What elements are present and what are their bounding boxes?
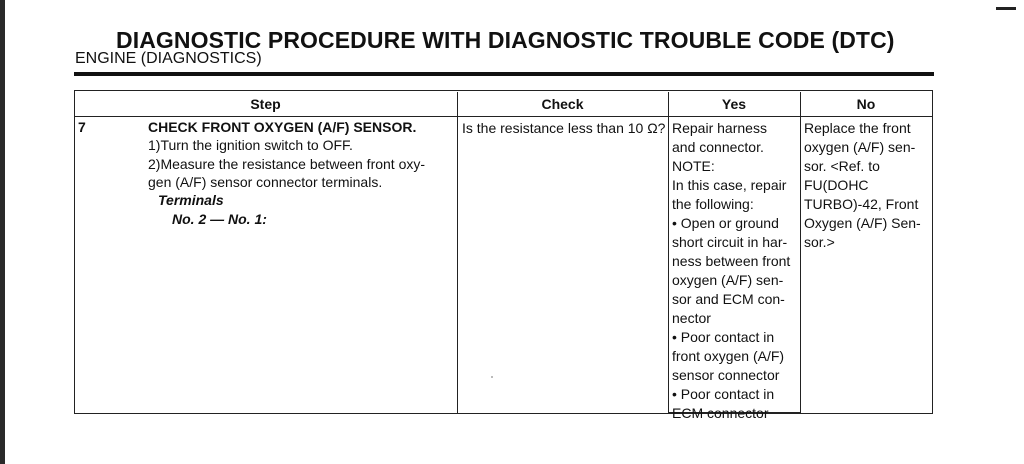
column-header-no: No bbox=[856, 96, 876, 112]
step-number: 7 bbox=[78, 119, 86, 135]
column-divider bbox=[457, 92, 458, 414]
column-divider bbox=[932, 92, 933, 414]
no-cell: Replace the front oxygen (A/F) sen- sor. <Ref. to FU(DOHC TURBO)-42, Front Oxygen (A/F) Sen- sor.> bbox=[804, 120, 921, 250]
terminals-label: Terminals bbox=[158, 192, 224, 208]
scan-speck bbox=[491, 376, 493, 378]
check-cell: Is the resistance less than 10 Ω? bbox=[462, 120, 666, 136]
title-rule bbox=[74, 72, 934, 76]
column-header-yes: Yes bbox=[721, 96, 747, 112]
corner-mark bbox=[996, 7, 1016, 10]
column-divider bbox=[668, 92, 669, 414]
column-header-step: Step bbox=[250, 96, 281, 112]
step-instruction: 1)Turn the ignition switch to OFF. bbox=[148, 137, 353, 153]
column-header-check: Check bbox=[541, 96, 584, 112]
step-instruction: 2)Measure the resistance between front oxy- bbox=[148, 156, 426, 172]
terminals-value: No. 2 — No. 1: bbox=[172, 211, 267, 227]
step-title: CHECK FRONT OXYGEN (A/F) SENSOR. bbox=[148, 119, 417, 135]
page-title: DIAGNOSTIC PROCEDURE WITH DIAGNOSTIC TROUBLE CODE (DTC) bbox=[116, 27, 895, 53]
column-divider bbox=[800, 92, 801, 414]
step-instruction: gen (A/F) sensor connector terminals. bbox=[148, 174, 383, 190]
page-edge-shadow bbox=[0, 0, 5, 464]
yes-cell: Repair harness and connector. NOTE: In this case, repair the following: • Open or ground short circuit in har- ness between front oxygen (A/F) sen- sor and ECM con- nector • Poor contact in front oxygen (A/F) sensor connector • Poor contact in ECM connector bbox=[672, 120, 791, 421]
section-subtitle: ENGINE (DIAGNOSTICS) bbox=[75, 50, 262, 67]
header-divider bbox=[74, 116, 933, 117]
